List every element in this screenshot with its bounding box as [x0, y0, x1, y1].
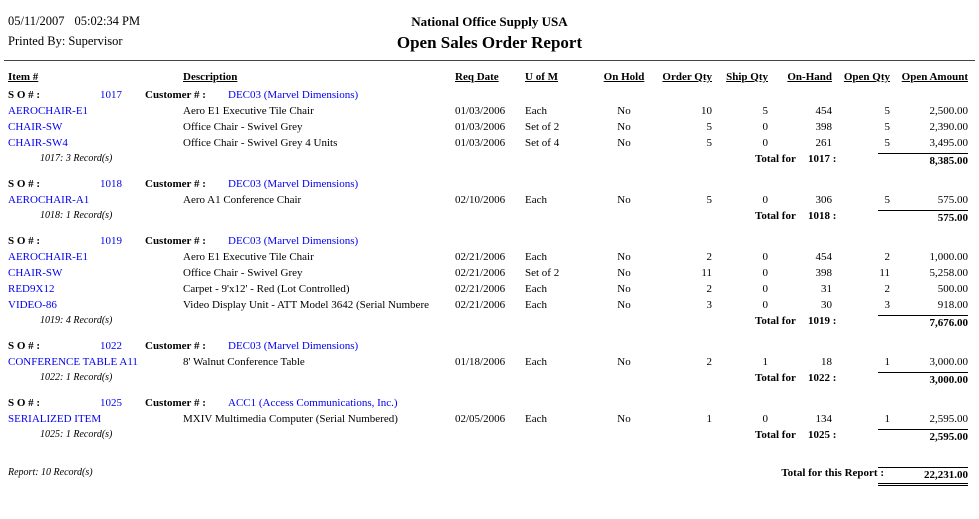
report-record-count: Report: 10 Record(s): [8, 467, 93, 478]
open-qty: 5: [884, 105, 890, 117]
on-hand-qty: 454: [815, 251, 832, 263]
item-row: [0, 299, 979, 315]
item-description: Aero E1 Executive Tile Chair: [183, 251, 314, 263]
group-record-count: 1017: 3 Record(s): [40, 153, 113, 164]
customer-label: Customer # :: [145, 89, 206, 101]
col-open-amount-header: Open Amount: [901, 71, 968, 83]
ship-qty: 0: [762, 299, 768, 311]
customer-label: Customer # :: [145, 235, 206, 247]
on-hand-qty: 454: [815, 105, 832, 117]
item-number-link[interactable]: CONFERENCE TABLE A11: [8, 356, 138, 368]
req-date: 02/10/2006: [455, 194, 506, 206]
unit-of-measure: Set of 2: [525, 121, 560, 133]
item-number-link[interactable]: AEROCHAIR-E1: [8, 105, 89, 117]
open-qty: 5: [884, 194, 890, 206]
print-time: 05:02:34 PM: [74, 14, 141, 28]
customer-label: Customer # :: [145, 340, 206, 352]
unit-of-measure: Set of 2: [525, 267, 560, 279]
on-hand-qty: 18: [821, 356, 832, 368]
item-description: Office Chair - Swivel Grey 4 Units: [183, 137, 338, 149]
open-amount: 3,000.00: [929, 356, 968, 368]
item-row: [0, 413, 979, 429]
so-number-link[interactable]: 1025: [100, 397, 122, 409]
so-number-link[interactable]: 1019: [100, 235, 122, 247]
open-qty: 3: [884, 299, 890, 311]
on-hand-qty: 31: [821, 283, 832, 295]
req-date: 02/21/2006: [455, 283, 506, 295]
open-amount: 5,258.00: [929, 267, 968, 279]
req-date: 01/03/2006: [455, 137, 506, 149]
open-amount: 918.00: [937, 299, 968, 311]
col-on-hand-header: On-Hand: [787, 71, 832, 83]
so-group-1017: [0, 89, 979, 171]
item-description: Video Display Unit - ATT Model 3642 (Serial Numbere: [183, 299, 429, 311]
printed-by-value: Supervisor: [68, 34, 123, 48]
total-so-number: 1018 :: [808, 210, 837, 222]
group-record-count: 1019: 4 Record(s): [40, 315, 113, 326]
on-hand-qty: 306: [815, 194, 832, 206]
col-item-header: Item #: [8, 71, 39, 83]
on-hold-flag: No: [617, 356, 631, 368]
item-row: [0, 356, 979, 372]
group-total-amount: 7,676.00: [878, 315, 968, 329]
header-divider: [4, 60, 975, 61]
total-for-label: Total for: [755, 429, 796, 441]
unit-of-measure: Each: [525, 194, 547, 206]
total-so-number: 1019 :: [808, 315, 837, 327]
unit-of-measure: Each: [525, 251, 547, 263]
so-group-1022: [0, 340, 979, 390]
so-number-label: S O # :: [8, 397, 41, 409]
on-hold-flag: No: [617, 194, 631, 206]
col-uofm-header: U of M: [525, 71, 558, 83]
on-hand-qty: 30: [821, 299, 832, 311]
on-hand-qty: 398: [815, 121, 832, 133]
order-qty: 2: [706, 283, 712, 295]
open-qty: 2: [884, 251, 890, 263]
ship-qty: 5: [762, 105, 768, 117]
so-group-1019: [0, 235, 979, 333]
order-qty: 2: [706, 251, 712, 263]
open-amount: 575.00: [937, 194, 968, 206]
on-hand-qty: 261: [815, 137, 832, 149]
order-qty: 5: [706, 137, 712, 149]
ship-qty: 0: [762, 137, 768, 149]
total-so-number: 1022 :: [808, 372, 837, 384]
ship-qty: 0: [762, 283, 768, 295]
so-number-label: S O # :: [8, 89, 41, 101]
so-group-header: [0, 178, 979, 194]
so-group-1018: [0, 178, 979, 228]
group-record-count: 1025: 1 Record(s): [40, 429, 113, 440]
ship-qty: 0: [762, 251, 768, 263]
item-description: Office Chair - Swivel Grey: [183, 267, 303, 279]
group-summary: [0, 372, 979, 390]
report-total-value: 22,231.00: [878, 467, 968, 486]
total-for-label: Total for: [755, 153, 796, 165]
order-qty: 5: [706, 121, 712, 133]
group-summary: [0, 315, 979, 333]
customer-label: Customer # :: [145, 397, 206, 409]
item-row: [0, 137, 979, 153]
item-description: MXIV Multimedia Computer (Serial Numbered): [183, 413, 398, 425]
group-total-amount: 575.00: [878, 210, 968, 224]
on-hand-qty: 398: [815, 267, 832, 279]
order-qty: 2: [706, 356, 712, 368]
item-number-link[interactable]: AEROCHAIR-A1: [8, 194, 90, 206]
item-row: [0, 105, 979, 121]
on-hold-flag: No: [617, 251, 631, 263]
item-number-link[interactable]: RED9X12: [8, 283, 55, 295]
report-body: [0, 89, 979, 447]
open-amount: 500.00: [937, 283, 968, 295]
total-so-number: 1025 :: [808, 429, 837, 441]
col-order-qty-header: Order Qty: [662, 71, 712, 83]
req-date: 02/05/2006: [455, 413, 506, 425]
req-date: 01/03/2006: [455, 121, 506, 133]
on-hold-flag: No: [617, 267, 631, 279]
col-ship-qty-header: Ship Qty: [726, 71, 768, 83]
report-titles: [0, 14, 979, 53]
open-qty: 1: [884, 413, 890, 425]
item-number-link[interactable]: CHAIR-SW4: [8, 137, 68, 149]
order-qty: 3: [706, 299, 712, 311]
item-description: 8' Walnut Conference Table: [183, 356, 305, 368]
item-row: [0, 121, 979, 137]
ship-qty: 0: [762, 194, 768, 206]
unit-of-measure: Each: [525, 105, 547, 117]
item-row: [0, 251, 979, 267]
open-qty: 5: [884, 121, 890, 133]
group-record-count: 1018: 1 Record(s): [40, 210, 113, 221]
col-req-date-header: Req Date: [455, 71, 499, 83]
req-date: 01/18/2006: [455, 356, 506, 368]
open-amount: 2,500.00: [929, 105, 968, 117]
on-hold-flag: No: [617, 121, 631, 133]
so-number-label: S O # :: [8, 178, 41, 190]
customer-link[interactable]: DEC03 (Marvel Dimensions): [228, 235, 359, 247]
unit-of-measure: Each: [525, 283, 547, 295]
customer-link[interactable]: DEC03 (Marvel Dimensions): [228, 178, 359, 190]
group-total-amount: 8,385.00: [878, 153, 968, 167]
customer-label: Customer # :: [145, 178, 206, 190]
item-description: Aero A1 Conference Chair: [183, 194, 302, 206]
so-number-link[interactable]: 1017: [100, 89, 122, 101]
customer-link[interactable]: ACC1 (Access Communications, Inc.): [228, 397, 398, 409]
order-qty: 1: [706, 413, 712, 425]
open-qty: 11: [879, 267, 890, 279]
company-name: National Office Supply USA: [411, 14, 568, 29]
item-description: Carpet - 9'x12' - Red (Lot Controlled): [183, 283, 350, 295]
item-number-link[interactable]: VIDEO-86: [8, 299, 57, 311]
open-amount: 2,595.00: [929, 413, 968, 425]
customer-link[interactable]: DEC03 (Marvel Dimensions): [228, 89, 359, 101]
order-qty: 11: [701, 267, 712, 279]
item-description: Office Chair - Swivel Grey: [183, 121, 303, 133]
group-record-count: 1022: 1 Record(s): [40, 372, 113, 383]
report-total-label: Total for this Report :: [781, 467, 884, 479]
unit-of-measure: Each: [525, 413, 547, 425]
open-qty: 5: [884, 137, 890, 149]
order-qty: 5: [706, 194, 712, 206]
group-summary: [0, 210, 979, 228]
total-so-number: 1017 :: [808, 153, 837, 165]
open-qty: 2: [884, 283, 890, 295]
group-total-amount: 3,000.00: [878, 372, 968, 386]
on-hold-flag: No: [617, 105, 631, 117]
on-hold-flag: No: [617, 299, 631, 311]
total-for-label: Total for: [755, 210, 796, 222]
report-footer: [0, 467, 979, 491]
ship-qty: 0: [762, 413, 768, 425]
req-date: 01/03/2006: [455, 105, 506, 117]
group-summary: [0, 153, 979, 171]
unit-of-measure: Set of 4: [525, 137, 560, 149]
so-number-label: S O # :: [8, 235, 41, 247]
column-headers: [0, 71, 979, 87]
on-hold-flag: No: [617, 137, 631, 149]
so-group-header: [0, 235, 979, 251]
req-date: 02/21/2006: [455, 267, 506, 279]
item-number-link[interactable]: CHAIR-SW: [8, 267, 63, 279]
req-date: 02/21/2006: [455, 251, 506, 263]
col-open-qty-header: Open Qty: [843, 71, 890, 83]
col-description-header: Description: [183, 71, 238, 83]
item-number-link[interactable]: AEROCHAIR-E1: [8, 251, 89, 263]
unit-of-measure: Each: [525, 356, 547, 368]
so-group-header: [0, 340, 979, 356]
so-number-link[interactable]: 1018: [100, 178, 122, 190]
item-row: [0, 283, 979, 299]
open-amount: 1,000.00: [929, 251, 968, 263]
open-qty: 1: [884, 356, 890, 368]
printed-by-label: Printed By:: [8, 34, 66, 48]
ship-qty: 0: [762, 267, 768, 279]
total-for-label: Total for: [755, 372, 796, 384]
group-summary: [0, 429, 979, 447]
total-for-label: Total for: [755, 315, 796, 327]
so-number-label: S O # :: [8, 340, 41, 352]
col-on-hold-header: On Hold: [603, 71, 645, 83]
item-number-link[interactable]: SERIALIZED ITEM: [8, 413, 102, 425]
item-description: Aero E1 Executive Tile Chair: [183, 105, 314, 117]
item-number-link[interactable]: CHAIR-SW: [8, 121, 63, 133]
ship-qty: 0: [762, 121, 768, 133]
ship-qty: 1: [762, 356, 768, 368]
item-row: [0, 194, 979, 210]
order-qty: 10: [701, 105, 712, 117]
customer-link[interactable]: DEC03 (Marvel Dimensions): [228, 340, 359, 352]
req-date: 02/21/2006: [455, 299, 506, 311]
unit-of-measure: Each: [525, 299, 547, 311]
so-number-link[interactable]: 1022: [100, 340, 122, 352]
on-hold-flag: No: [617, 413, 631, 425]
so-group-header: [0, 397, 979, 413]
on-hand-qty: 134: [815, 413, 832, 425]
so-group-header: [0, 89, 979, 105]
so-group-1025: [0, 397, 979, 447]
open-amount: 3,495.00: [929, 137, 968, 149]
report-header: [0, 0, 979, 60]
open-amount: 2,390.00: [929, 121, 968, 133]
item-row: [0, 267, 979, 283]
print-date: 05/11/2007: [8, 14, 65, 28]
page-title: Open Sales Order Report: [396, 33, 583, 52]
on-hold-flag: No: [617, 283, 631, 295]
group-total-amount: 2,595.00: [878, 429, 968, 443]
